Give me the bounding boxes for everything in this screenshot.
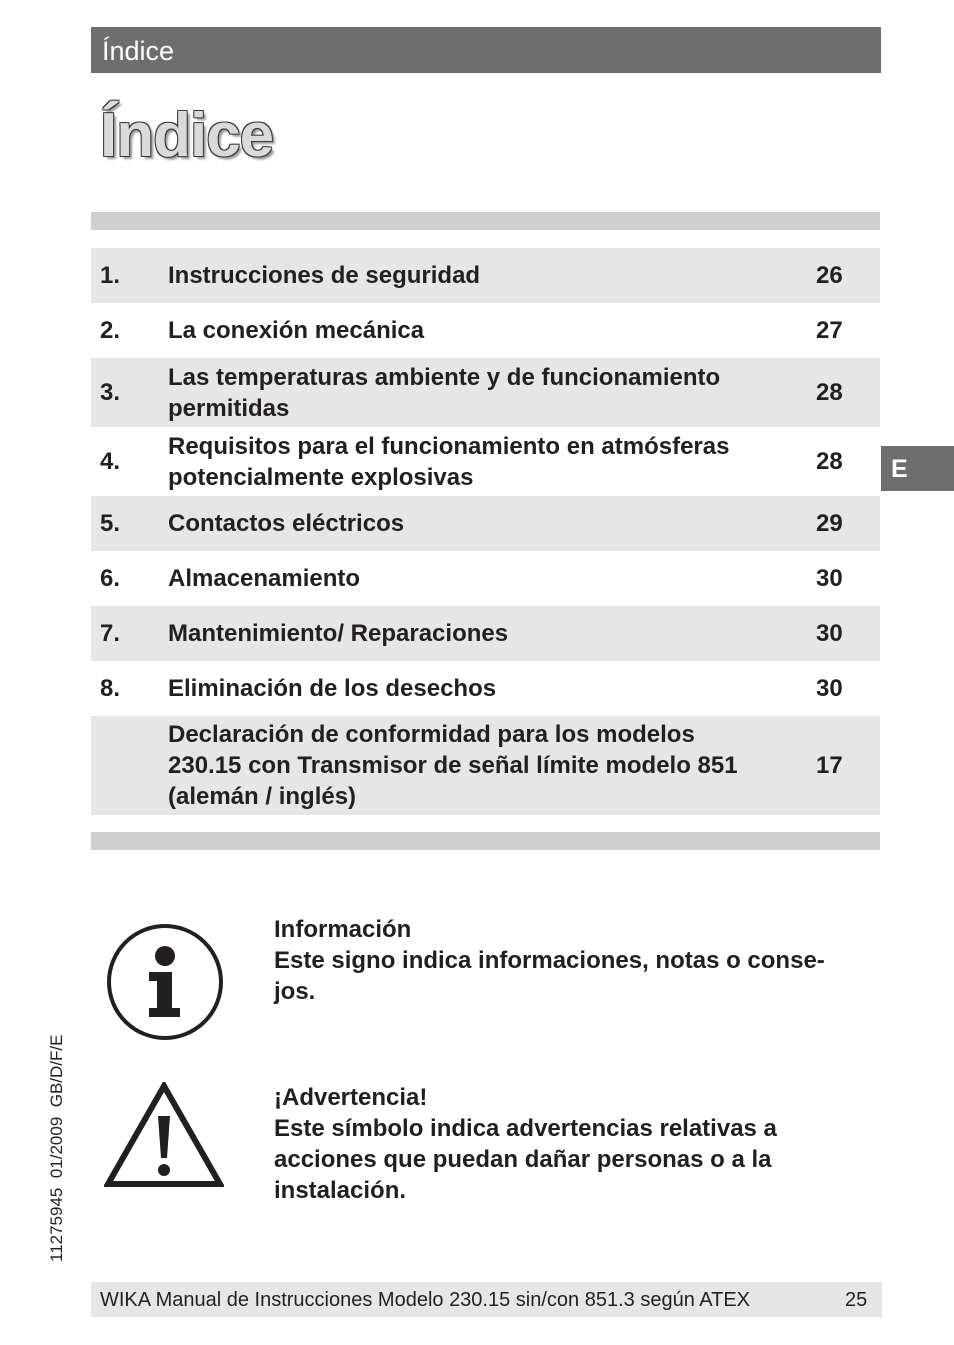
info-note-line: Este signo indica informaciones, notas o conse- <box>274 947 825 974</box>
warning-icon <box>104 1082 224 1188</box>
toc-title <box>168 618 816 649</box>
toc-row[interactable] <box>91 606 880 661</box>
toc-page: 29 <box>816 510 843 537</box>
toc-title-line: Almacenamiento <box>168 565 361 592</box>
language-tab[interactable]: E <box>881 446 954 491</box>
header-title: Índice <box>102 36 175 66</box>
toc-row[interactable] <box>91 496 880 551</box>
warning-note-heading: ¡Advertencia! <box>274 1084 428 1111</box>
toc-title <box>168 508 816 539</box>
toc-title-line: Eliminación de los desechos <box>168 675 497 702</box>
toc-number: 6. <box>100 565 121 592</box>
info-note <box>274 914 874 1007</box>
bottom-rule <box>91 832 880 850</box>
toc-title-line: Las temperaturas ambiente y de funcionamiento <box>168 363 721 391</box>
toc-title-line: Requisitos para el funcionamiento en atmósferas <box>168 432 730 460</box>
toc-title-line: Mantenimiento/ Reparaciones <box>168 620 509 647</box>
toc-title <box>168 719 816 812</box>
footer-bar <box>91 1282 882 1317</box>
toc-row[interactable] <box>91 358 880 427</box>
toc-page: 17 <box>816 752 843 779</box>
toc-number: 2. <box>100 317 121 344</box>
toc-title-line: 230.15 con Transmisor de señal límite modelo 851 <box>168 752 738 779</box>
toc-row[interactable] <box>91 303 880 358</box>
info-icon <box>104 922 226 1042</box>
warning-note-line: acciones que puedan dañar personas o a la <box>274 1146 772 1173</box>
toc-page: 26 <box>816 262 843 289</box>
toc-table <box>91 248 880 815</box>
toc-title-line: permitidas <box>168 394 290 422</box>
top-rule <box>91 212 880 230</box>
toc-page: 30 <box>816 620 843 647</box>
toc-page: 30 <box>816 565 843 592</box>
toc-title-line: (alemán / inglés) <box>168 783 357 810</box>
toc-title-line: Instrucciones de seguridad <box>168 262 481 289</box>
toc-page: 30 <box>816 675 843 702</box>
footer-text: WIKA Manual de Instrucciones Modelo 230.15 sin/con 851.3 según ATEX <box>100 1289 751 1311</box>
toc-number: 8. <box>100 675 121 702</box>
toc-row[interactable] <box>91 661 880 716</box>
page-number: 25 <box>845 1289 868 1311</box>
toc-title-line: La conexión mecánica <box>168 317 425 344</box>
toc-number: 4. <box>100 448 121 475</box>
toc-title <box>168 315 816 346</box>
toc-title-line: Contactos eléctricos <box>168 510 405 537</box>
toc-page: 27 <box>816 317 843 344</box>
document-code: 11275945 01/2009 GB/D/F/E <box>47 1034 66 1262</box>
toc-page: 28 <box>816 379 843 406</box>
toc-row[interactable] <box>91 248 880 303</box>
toc-title <box>168 673 816 704</box>
warning-note-line: Este símbolo indica advertencias relativas a <box>274 1115 777 1142</box>
toc-row[interactable] <box>91 427 880 496</box>
toc-title <box>168 260 816 291</box>
warning-note <box>274 1082 874 1206</box>
page-title: Índice <box>100 101 274 170</box>
toc-row[interactable] <box>91 716 880 815</box>
toc-row[interactable] <box>91 551 880 606</box>
info-note-heading: Información <box>274 916 412 943</box>
toc-title-line: potencialmente explosivas <box>168 463 474 491</box>
toc-number: 1. <box>100 262 121 289</box>
toc-number: 7. <box>100 620 121 647</box>
toc-page: 28 <box>816 448 843 475</box>
toc-number: 5. <box>100 510 121 537</box>
toc-number: 3. <box>100 379 121 406</box>
toc-title <box>168 362 816 424</box>
header-bar <box>91 27 881 73</box>
toc-title <box>168 431 816 493</box>
info-note-line: jos. <box>274 978 316 1005</box>
warning-note-line: instalación. <box>274 1177 407 1204</box>
toc-title <box>168 563 816 594</box>
toc-title-line: Declaración de conformidad para los modelos <box>168 721 695 748</box>
